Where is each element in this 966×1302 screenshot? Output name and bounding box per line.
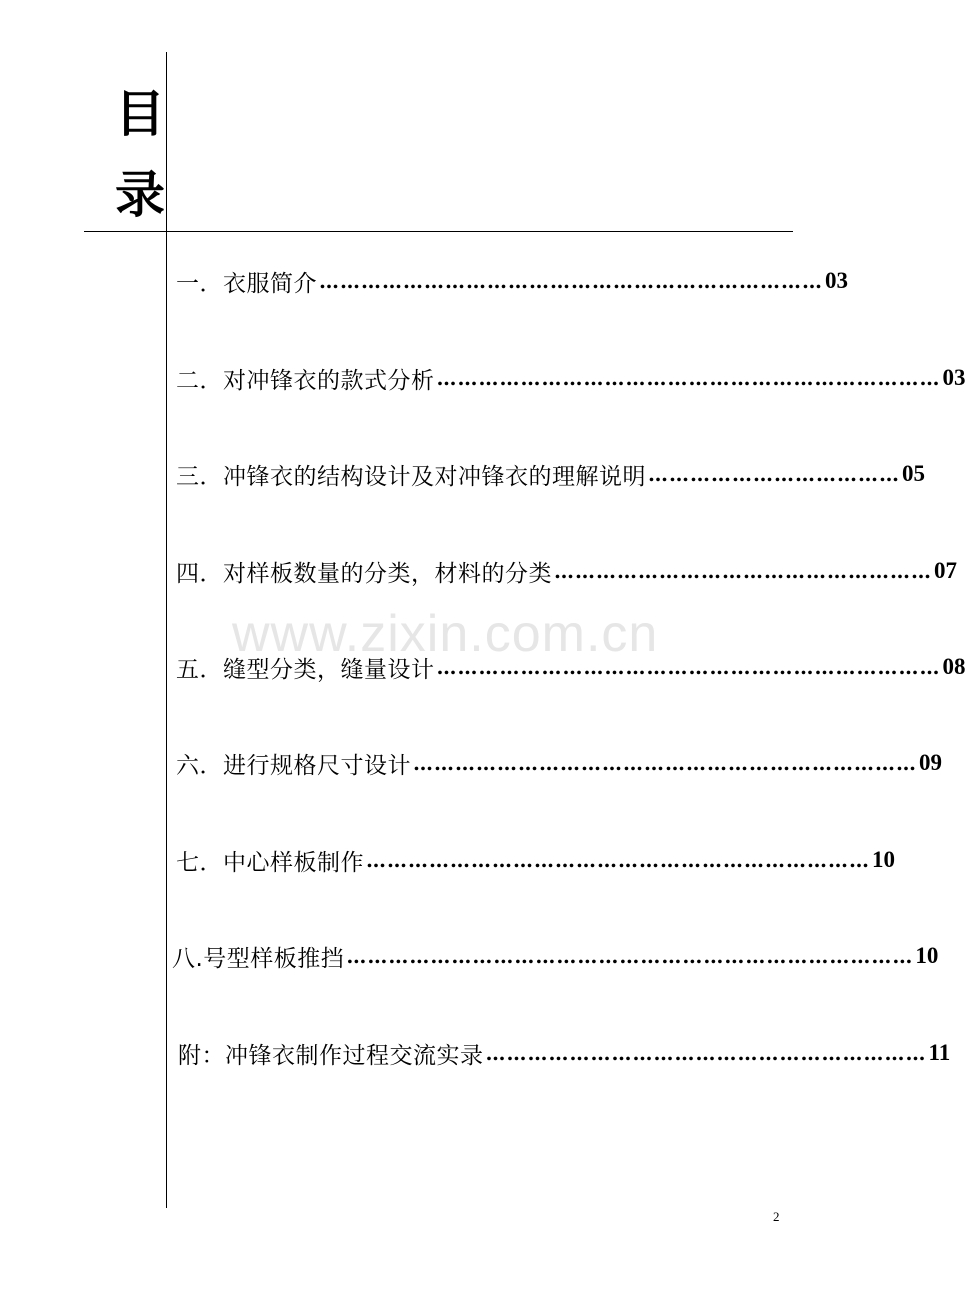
toc-entry-leader: ……………………………… [648, 462, 900, 486]
toc-entry[interactable] [176, 746, 942, 780]
toc-entry[interactable] [176, 843, 895, 877]
toc-entry-label: 二．对冲锋衣的款式分析 [176, 367, 435, 394]
toc-entry[interactable] [178, 1036, 951, 1070]
toc-entry-leader: ……………………………………………………………………… [346, 944, 914, 968]
toc-entry-label: 四．对样板数量的分类，材料的分类 [176, 560, 552, 587]
toc-entry-page: 03 [942, 365, 966, 390]
toc-entry-leader: ……………………………………………………………… [413, 751, 917, 775]
title-char-2: 录 [115, 166, 165, 224]
toc-entry-leader: ……………………………………………………………… [436, 366, 941, 390]
toc-entry-page: 10 [872, 847, 895, 872]
toc-entry-label: 五．缝型分类，缝量设计 [176, 656, 435, 683]
toc-entry[interactable] [176, 264, 848, 298]
toc-entry-page: 05 [902, 461, 925, 486]
toc-entry-page: 08 [942, 654, 966, 679]
toc-entry[interactable] [172, 939, 939, 973]
toc-entry-page: 10 [915, 943, 939, 968]
toc-entry-leader: ……………………………………………………………… [436, 655, 941, 679]
toc-entry-leader: ……………………………………………… [554, 559, 932, 583]
toc-entry-label: 七．中心样板制作 [176, 849, 364, 876]
toc-entry-label: 八.号型样板推挡 [172, 945, 345, 972]
toc-entry-label: 一．衣服简介 [176, 270, 317, 297]
toc-entry[interactable] [176, 554, 957, 588]
toc-entry-label: 六．进行规格尺寸设计 [176, 752, 411, 779]
toc-entry[interactable] [176, 361, 966, 395]
toc-entry-leader: ……………………………………………………………… [319, 269, 823, 293]
title-char-1: 目 [115, 85, 165, 143]
page-number: 2 [773, 1209, 780, 1224]
toc-entry-label: 附：冲锋衣制作过程交流实录 [178, 1042, 484, 1069]
watermark: www.zixin.com.cn [232, 605, 659, 663]
toc-entry-page: 03 [825, 268, 848, 293]
toc-entry-page: 11 [928, 1040, 951, 1065]
toc-entry-label: 三．冲锋衣的结构设计及对冲锋衣的理解说明 [176, 463, 646, 490]
toc-entry[interactable] [176, 650, 966, 684]
toc-entry-leader: ……………………………………………………… [485, 1041, 927, 1065]
toc-entry-page: 09 [919, 750, 942, 775]
toc-entry-leader: ……………………………………………………………… [366, 848, 870, 872]
toc-entry[interactable] [176, 457, 925, 491]
toc-entry-page: 07 [934, 558, 957, 583]
